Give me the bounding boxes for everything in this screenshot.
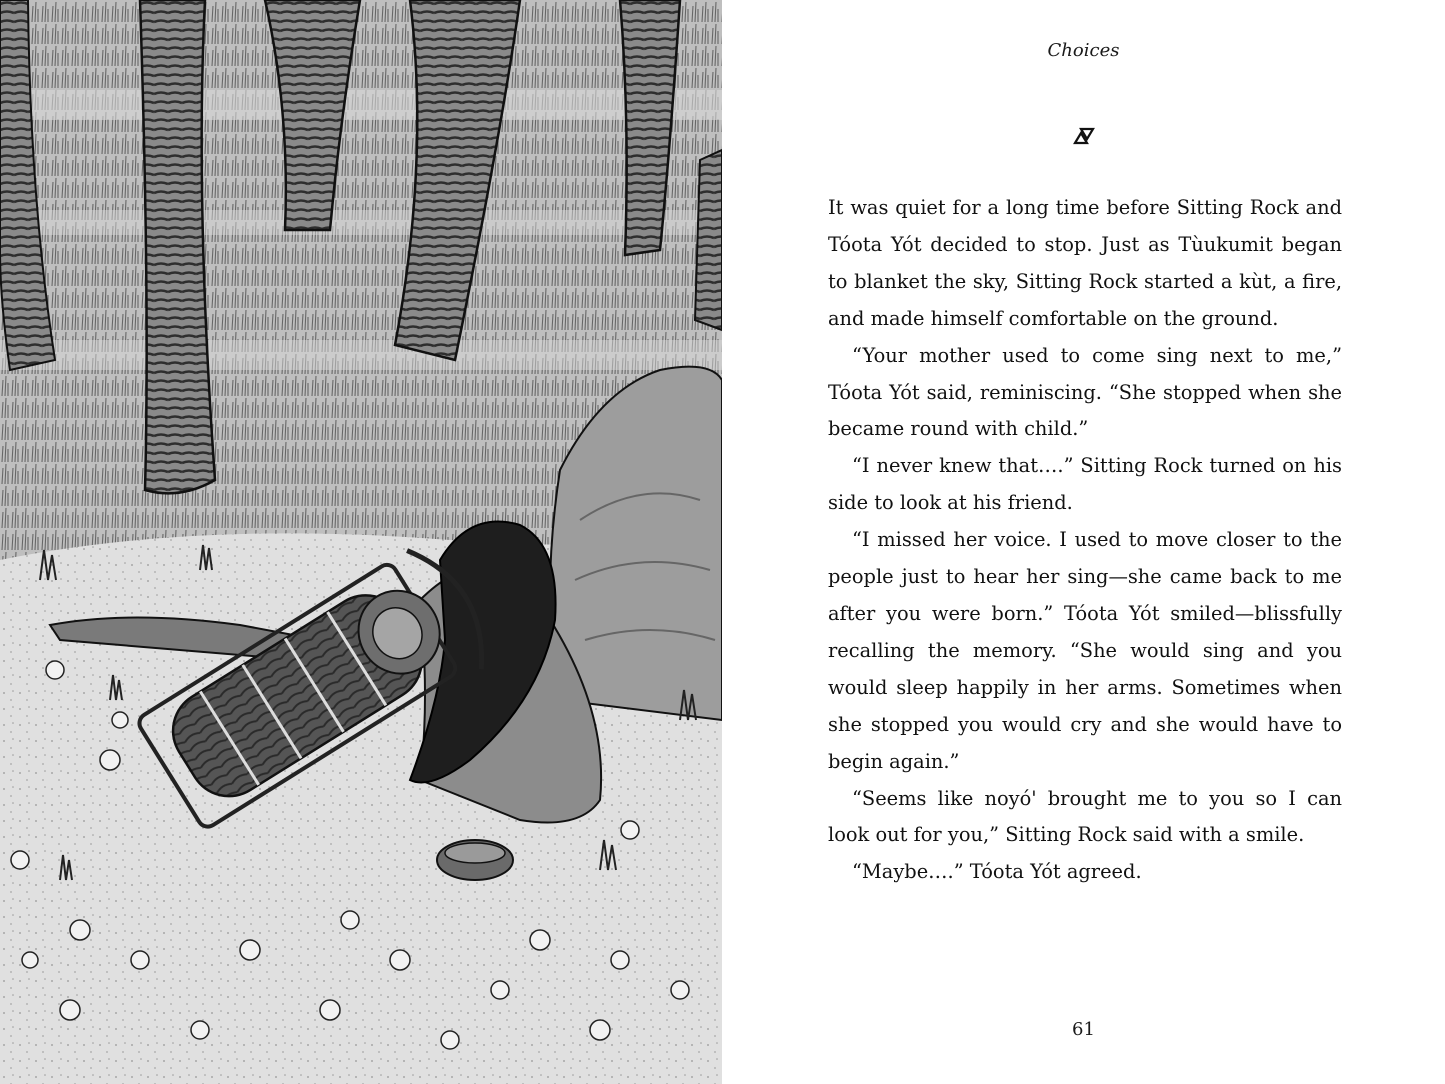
page-number: 61 [1072, 1019, 1095, 1040]
paragraph: “Seems like noyó' brought me to you so I can look out for you,” Sitting Rock said with a smile. [828, 786, 1342, 847]
text-page [722, 0, 1445, 1084]
section-break-ornament-icon [1073, 125, 1095, 147]
paragraph: It was quiet for a long time before Sitting Rock and Tóota Yót decided to stop. Just as Tùukumit began to blanket the sky, Sitting Rock started a kùt, a fire, and made himself comfortable on the ground. [828, 196, 1342, 330]
paragraph: “I never knew that….” Sitting Rock turned on his side to look at his friend. [828, 454, 1342, 515]
running-head: Choices [1047, 40, 1120, 61]
illustration-art [0, 0, 722, 1084]
paragraph: “I missed her voice. I used to move closer to the people just to hear her sing—she came back to me after you were born.” Tóota Yót smiled—blissfully recalling the memory. “She would sing and you would sleep happily in her arms. Sometimes when she stopped you would cry and she would have to begin again.” [828, 528, 1342, 773]
body-text [828, 190, 1342, 891]
paragraph: “Your mother used to come sing next to me,” Tóota Yót said, reminiscing. “She stopped when she became round with child.” [828, 343, 1342, 441]
paragraph: “Maybe….” Tóota Yót agreed. [852, 860, 1142, 884]
forest-illustration [0, 0, 722, 1084]
